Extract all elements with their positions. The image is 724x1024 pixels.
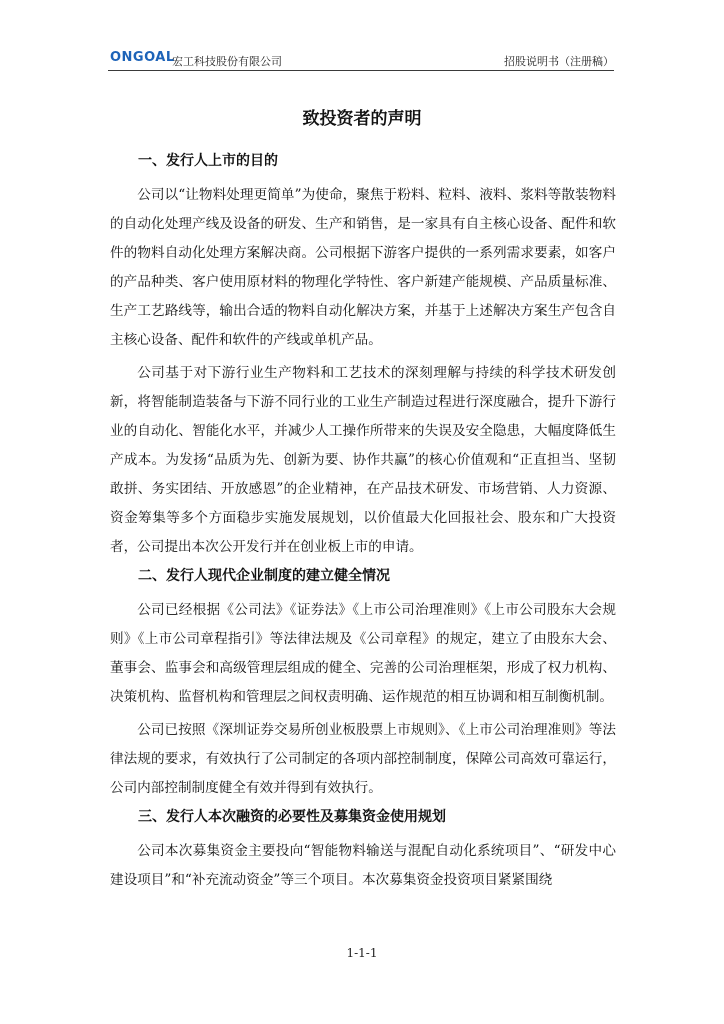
paragraph: 公司已经根据《公司法》《证券法》《上市公司治理准则》《上市公司股东大会规则》《上市公司章程指引》等法律法规及《公司章程》的规定，建立了由股东大会、董事会、监事会和高级管理层组成的健全、完善的公司治理框架，形成了权力机构、决策机构、监督机构和管理层之间权责明确、运作规范的相互协调和相互制衡机制。 (110, 602, 616, 705)
section-heading-purpose: 一、发行人上市的目的 (138, 153, 278, 169)
paragraph: 公司基于对下游行业生产物料和工艺技术的深刻理解与持续的科学技术研发创新，将智能制造装备与下游不同行业的工业生产制造过程进行深度融合，提升下游行业的自动化、智能化水平，并减少人工操作所带来的失误及安全隐患，大幅度降低生产成本。为发扬“品质为先、创新为要、协作共赢”的核心价值观和“正直担当、坚韧敢拼、务实团结、开放感恩”的企业精神，在产品技术研发、市场营销、人力资源、资金筹集等多个方面稳步实施发展规划，以价值最大化回报社会、股东和广大投资者，公司提出本次公开发行并在创业板上市的申请。 (110, 365, 616, 555)
company-logo: ONGOAL (110, 50, 175, 65)
company-name: 宏工科技股份有限公司 (172, 55, 282, 68)
page-title: 致投资者的声明 (302, 109, 422, 129)
document-body (110, 151, 616, 899)
page-header (108, 50, 614, 71)
paragraph: 公司本次募集资金主要投向“智能物料输送与混配自动化系统项目”、“研发中心建设项目”和“补充流动资金”等三个项目。本次募集资金投资项目紧紧围绕 (110, 843, 616, 888)
section-heading-governance: 二、发行人现代企业制度的建立健全情况 (138, 568, 390, 584)
section-heading-financing: 三、发行人本次融资的必要性及募集资金使用规划 (138, 809, 446, 825)
paragraph: 公司已按照《深圳证券交易所创业板股票上市规则》、《上市公司治理准则》等法律法规的要求，有效执行了公司制定的各项内部控制制度，保障公司高效可靠运行，公司内部控制制度健全有效并得到有效执行。 (110, 722, 616, 796)
document-type: 招股说明书（注册稿） (504, 55, 614, 68)
paragraph: 公司以“让物料处理更简单”为使命，聚焦于粉料、粒料、液料、浆料等散装物料的自动化处理产线及设备的研发、生产和销售，是一家具有自主核心设备、配件和软件的物料自动化处理方案解决商。公司根据下游客户提供的一系列需求要素，如客户的产品种类、客户使用原材料的物理化学特性、客户新建产能规模、产品质量标准、生产工艺路线等，输出合适的物料自动化解决方案，并基于上述解决方案生产包含自主核心设备、配件和软件的产线或单机产品。 (110, 187, 616, 348)
page-number: 1-1-1 (346, 946, 378, 960)
